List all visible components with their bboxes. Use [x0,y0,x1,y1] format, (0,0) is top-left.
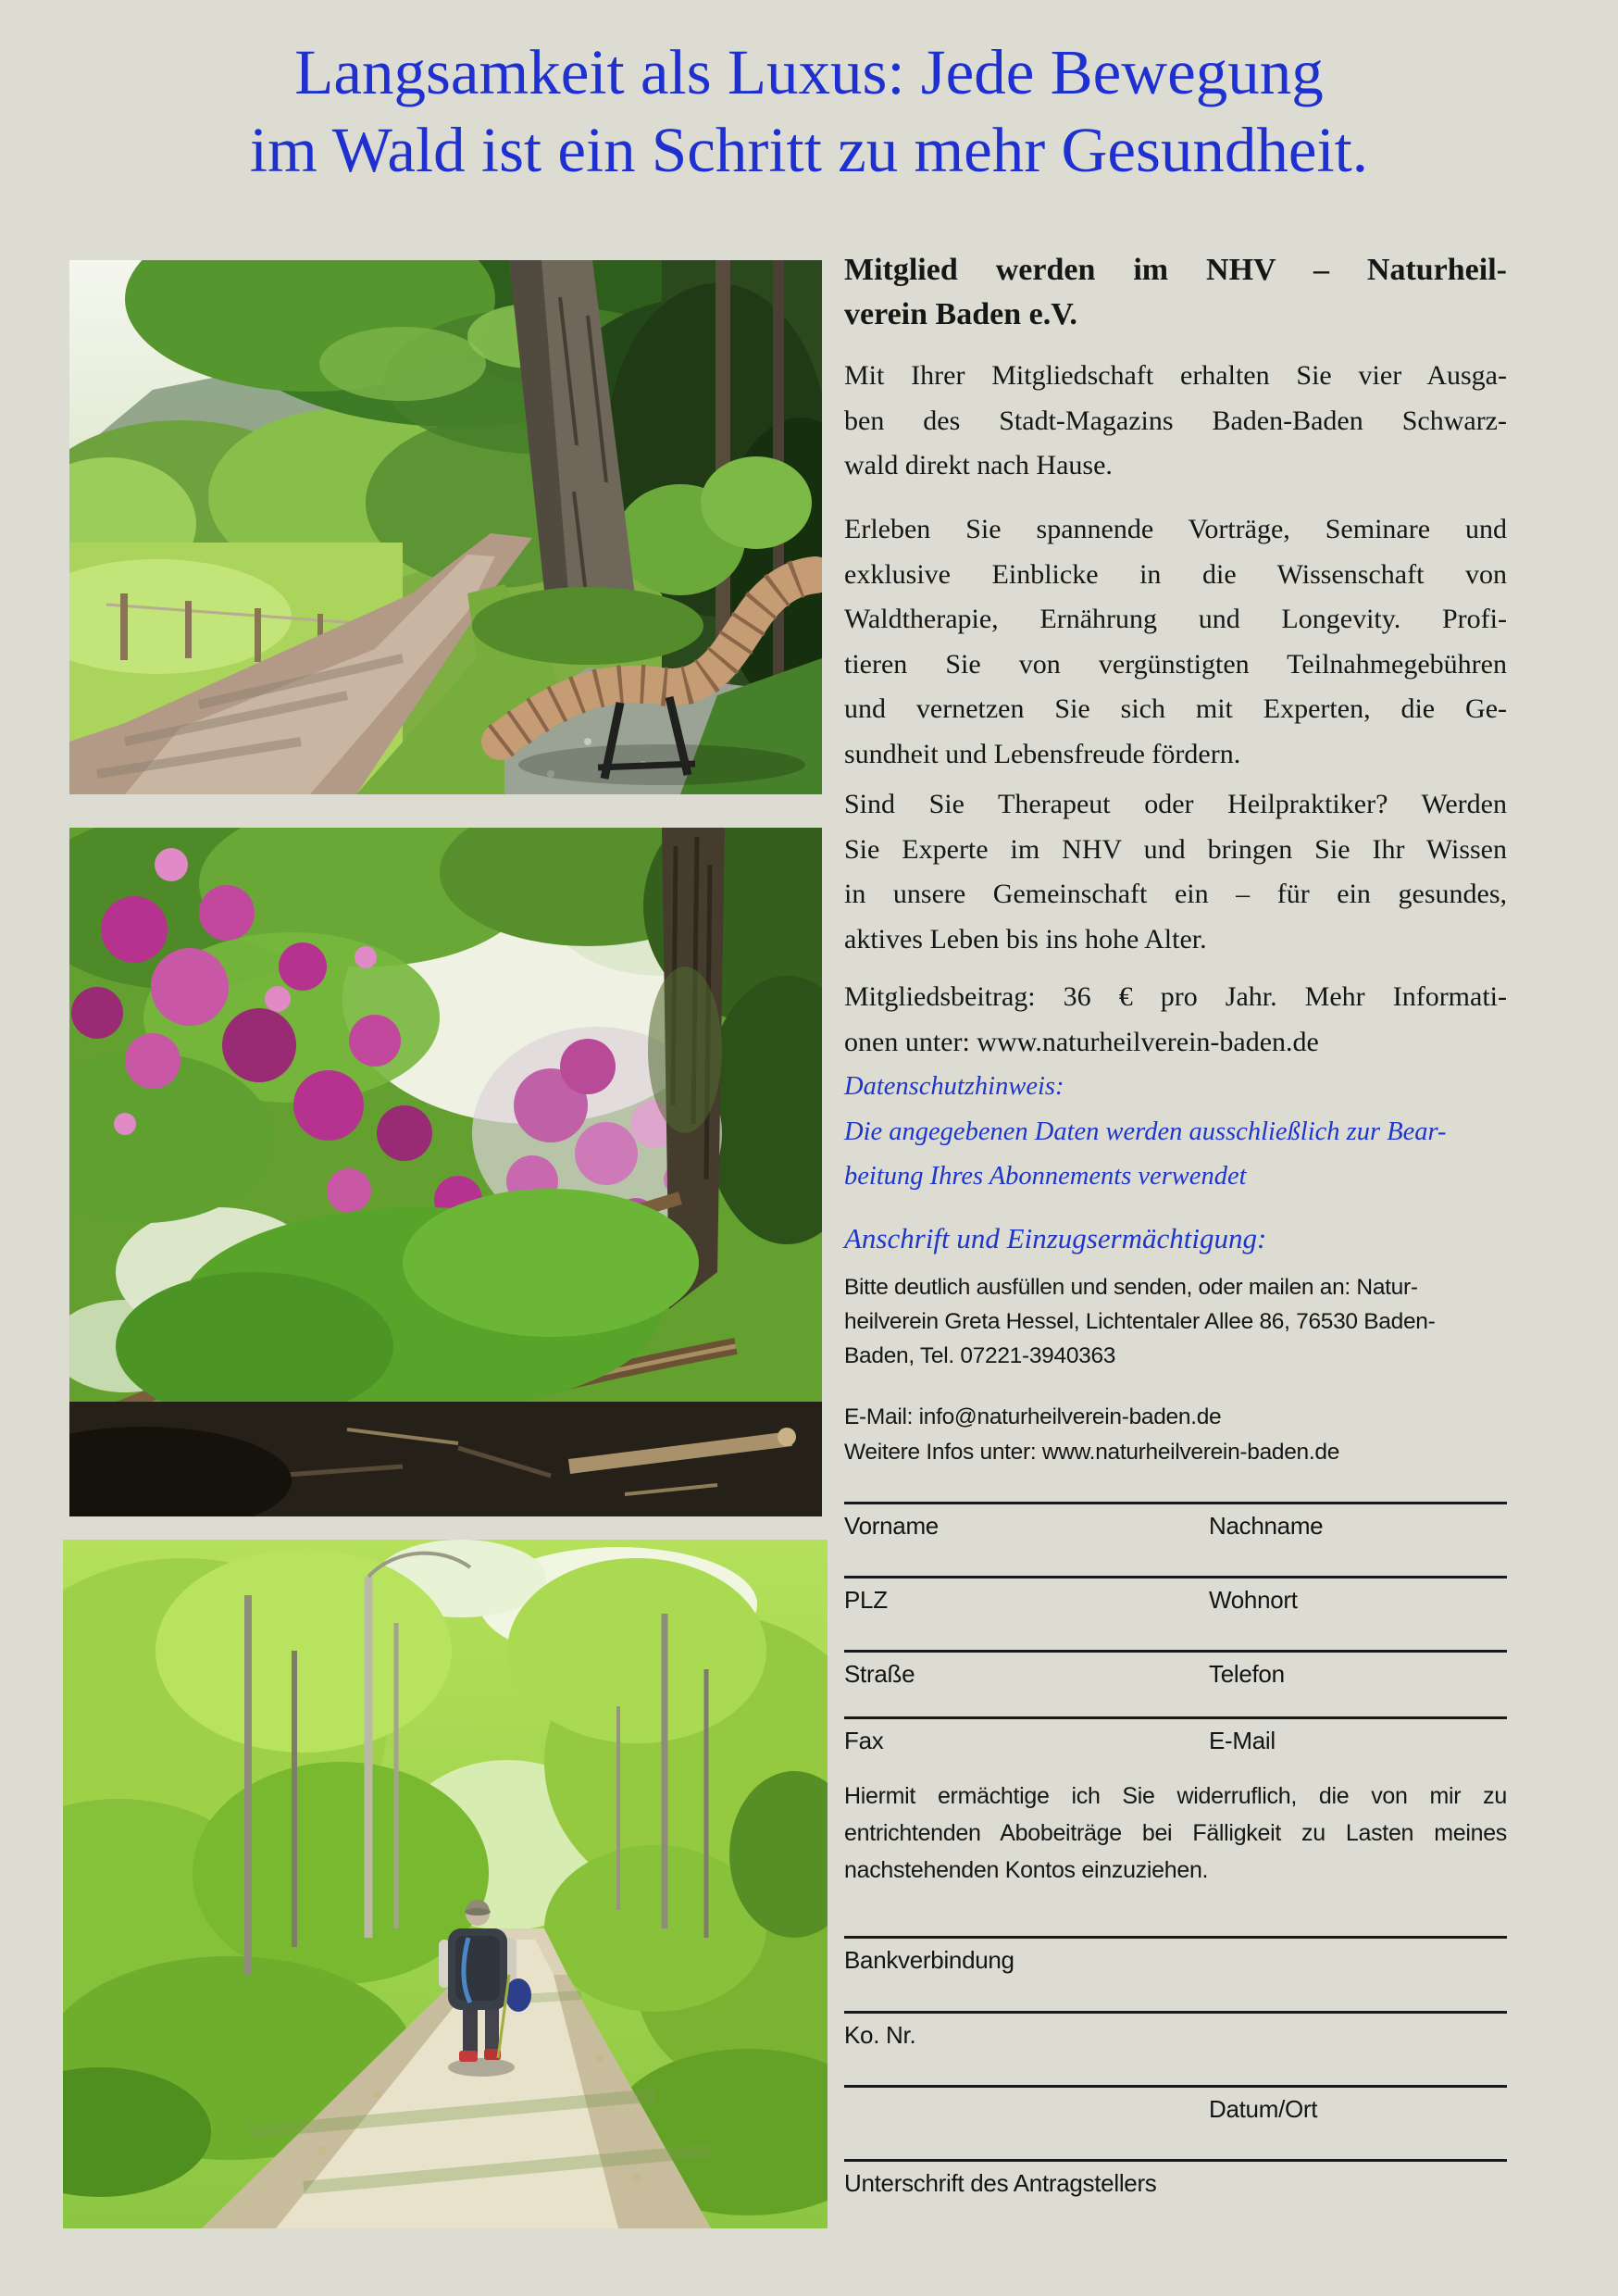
email-label: E-Mail [1209,1727,1276,1754]
paragraph-therapists: Sind Sie Therapeut oder Heilpraktiker? Werden Sie Experte im NHV und bringen Sie Ihr Wissen in unsere Gemeinschaft ein – für ein gesundes, aktives Leben bis ins hohe Alter. [844,789,1507,955]
datum-ort-label: Datum/Ort [1209,2095,1318,2123]
page-title: Langsamkeit als Luxus: Jede Bewegung im Wald ist ein Schritt zu mehr Gesundheit. [249,37,1369,185]
photo-forest-path-lounger [69,260,822,794]
plz-label: PLZ [844,1586,888,1614]
form-line-datum [844,2085,1507,2088]
form-line-unterschrift [844,2159,1507,2162]
telefon-label: Telefon [1209,1660,1285,1688]
unterschrift-label: Unterschrift des Antragstellers [844,2169,1157,2197]
mailing-instructions: Bitte deutlich ausfüllen und senden, oder mailen an: Natur- heilverein Greta Hessel, Lichtentaler Allee 86, 76530 Baden- Baden, Tel. 07221-3940363 [844,1275,1436,1368]
photo-rhododendron [69,828,822,1516]
paragraph-membership-benefits: Mit Ihrer Mitgliedschaft erhalten Sie vier Ausga- ben des Stadt-Magazins Baden-Baden Schwarz- wald direkt nach Hause. [844,360,1507,480]
debit-authorization-text: Hiermit ermächtige ich Sie widerruflich, die von mir zu entrichtenden Abobeiträge bei Fälligkeit zu Lasten meines nachstehenden Kontos einzuziehen. [844,1783,1507,1883]
nachname-label: Nachname [1209,1512,1324,1540]
privacy-note: Datenschutzhinweis: Die angegebenen Daten werden ausschließlich zur Bear- beitung Ihres Abonnements verwendet [844,1072,1447,1191]
bankverbindung-label: Bankverbindung [844,1946,1014,1974]
kontonummer-label: Ko. Nr. [844,2021,916,2049]
fax-label: Fax [844,1727,884,1754]
form-line-plz [844,1576,1507,1578]
vorname-label: Vorname [844,1512,939,1540]
form-line-name [844,1502,1507,1504]
address-heading: Anschrift und Einzugsermächtigung: [844,1222,1267,1254]
form-line-bank [844,1936,1507,1939]
strasse-label: Straße [844,1660,915,1688]
form-line-konto [844,2011,1507,2014]
wohnort-label: Wohnort [1209,1586,1298,1614]
membership-heading: Mitglied werden im NHV – Naturheil- verein Baden e.V. [844,253,1507,331]
form-line-fax [844,1716,1507,1719]
paragraph-events: Erleben Sie spannende Vorträge, Seminare und exklusive Einblicke in die Wissenschaft von Waldtherapie, Ernährung und Longevity. Profi- tieren Sie von vergünstigten Teilnahmegebühren und vernetzen Sie sich mit Experten, die Ge- sundheit und Lebensfreude fördern. [844,514,1507,769]
contact-info: E-Mail: info@naturheilverein-baden.de Weitere Infos unter: www.naturheilverein-baden.de [844,1404,1340,1465]
paragraph-fee: Mitgliedsbeitrag: 36 € pro Jahr. Mehr Informati- onen unter: www.naturheilverein-baden.de [844,981,1507,1057]
photo-forest-walker [63,1540,828,2228]
form-line-strasse [844,1650,1507,1653]
